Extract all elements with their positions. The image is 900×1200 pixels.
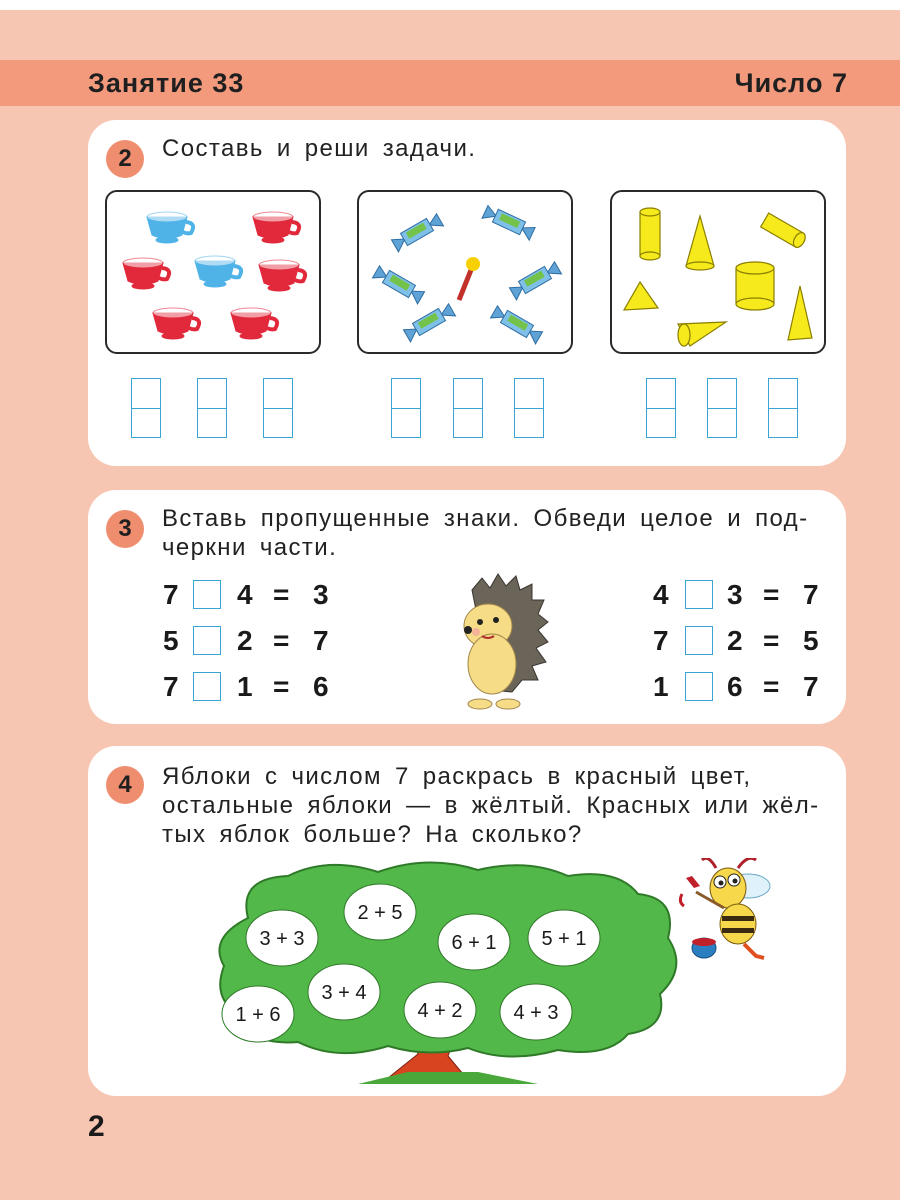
sign-box[interactable]: [193, 672, 221, 701]
apple: [308, 964, 380, 1020]
cylinder-icon: [640, 208, 660, 260]
red-cup-icon: [231, 308, 277, 339]
apple-label: 4 + 3: [513, 1002, 559, 1024]
red-cup-icon: [253, 212, 299, 243]
apple: [500, 984, 572, 1040]
apple: [246, 910, 318, 966]
eq-result: 3: [313, 579, 329, 610]
task-4-card: [88, 746, 846, 1096]
match-icon: [459, 257, 480, 300]
eq-operand: 7: [163, 579, 179, 610]
eq-operand: 1: [653, 671, 669, 702]
candy-icon: [391, 213, 444, 252]
task-4-text-line-3: тых яблок больше? На сколько?: [162, 821, 583, 848]
equation-row: [653, 670, 853, 704]
eq-equals: =: [273, 625, 290, 656]
task-4-text-line-2: остальные яблоки — в жёлтый. Красных или жёл-: [162, 792, 820, 819]
eq-operand: 3: [727, 579, 743, 610]
answer-cell[interactable]: [391, 378, 421, 438]
apple-label: 5 + 1: [541, 928, 587, 950]
eq-operand: 1: [237, 671, 253, 702]
figures-picture: [610, 190, 826, 354]
candy-icon: [482, 205, 535, 241]
task-3-text-line-1: Вставь пропущенные знаки. Обведи целое и под-: [162, 505, 809, 532]
eq-result: 5: [803, 625, 819, 656]
red-cup-icon: [153, 308, 199, 339]
cups-illustration: [107, 192, 319, 352]
sign-box[interactable]: [685, 580, 713, 609]
eq-operand: 7: [653, 625, 669, 656]
bee-illustration: [680, 858, 770, 958]
eq-operand: 2: [237, 625, 253, 656]
sign-box[interactable]: [193, 626, 221, 655]
red-cup-icon: [259, 260, 305, 291]
eq-operand: 4: [653, 579, 669, 610]
task-3-text-line-2: черкни части.: [162, 534, 338, 561]
eq-equals: =: [763, 671, 780, 702]
task-3-number: 3: [106, 510, 144, 548]
cylinder-icon: [736, 262, 774, 310]
apple-label: 3 + 4: [321, 982, 367, 1004]
eq-result: 7: [803, 671, 819, 702]
apple: [222, 986, 294, 1042]
lesson-title: Занятие 33: [88, 68, 245, 98]
cone-icon: [624, 282, 658, 310]
eq-operand: 7: [163, 671, 179, 702]
cylinder-icon: [761, 213, 808, 249]
candies-illustration: [359, 192, 571, 352]
task-2-text: Составь и реши задачи.: [162, 135, 477, 162]
apple-label: 4 + 2: [417, 1000, 463, 1022]
answer-cell[interactable]: [514, 378, 544, 438]
answer-cell[interactable]: [707, 378, 737, 438]
candy-icon: [403, 303, 456, 342]
apple-tree-illustration: [208, 858, 808, 1094]
apple: [438, 914, 510, 970]
sign-box[interactable]: [685, 672, 713, 701]
candy-icon: [509, 261, 562, 300]
candies-picture: [357, 190, 573, 354]
apple-label: 6 + 1: [451, 932, 497, 954]
blue-cup-icon: [195, 256, 241, 287]
eq-result: 7: [313, 625, 329, 656]
task-4-number: 4: [106, 766, 144, 804]
red-cup-icon: [123, 258, 169, 289]
equation-row: [163, 670, 363, 704]
apple: [344, 884, 416, 940]
eq-operand: 2: [727, 625, 743, 656]
answer-cell[interactable]: [263, 378, 293, 438]
equation-row: [163, 624, 363, 658]
task-4-text-line-1: Яблоки с числом 7 раскрась в красный цвет,: [162, 763, 752, 790]
task-3-card: [88, 490, 846, 724]
equation-row: [653, 624, 853, 658]
answer-cell[interactable]: [768, 378, 798, 438]
eq-equals: =: [763, 625, 780, 656]
answer-cell[interactable]: [131, 378, 161, 438]
apple: [528, 910, 600, 966]
eq-equals: =: [273, 579, 290, 610]
apple-label: 1 + 6: [235, 1004, 281, 1026]
page-number: 2: [88, 1110, 105, 1143]
task-2-card: [88, 120, 846, 466]
blue-cup-icon: [147, 212, 193, 243]
eq-operand: 5: [163, 625, 179, 656]
figures-illustration: [612, 192, 824, 352]
equation-row: [163, 578, 363, 612]
hedgehog-illustration: [452, 570, 552, 710]
lesson-header: [0, 60, 900, 106]
task-2-number: 2: [106, 140, 144, 178]
apple-label: 2 + 5: [357, 902, 403, 924]
answer-cell[interactable]: [646, 378, 676, 438]
eq-equals: =: [273, 671, 290, 702]
candy-icon: [490, 305, 543, 344]
sign-box[interactable]: [193, 580, 221, 609]
eq-operand: 6: [727, 671, 743, 702]
lesson-topic: Число 7: [734, 68, 848, 98]
cone-icon: [686, 216, 714, 270]
page-top-margin: [0, 0, 900, 10]
eq-result: 6: [313, 671, 329, 702]
cone-icon: [788, 286, 812, 340]
answer-cell[interactable]: [197, 378, 227, 438]
candy-icon: [372, 265, 425, 304]
eq-equals: =: [763, 579, 780, 610]
equation-row: [653, 578, 853, 612]
answer-cell[interactable]: [453, 378, 483, 438]
apple-label: 3 + 3: [259, 928, 305, 950]
eq-operand: 4: [237, 579, 253, 610]
sign-box[interactable]: [685, 626, 713, 655]
cups-picture: [105, 190, 321, 354]
apple: [404, 982, 476, 1038]
eq-result: 7: [803, 579, 819, 610]
cone-icon: [678, 322, 726, 346]
